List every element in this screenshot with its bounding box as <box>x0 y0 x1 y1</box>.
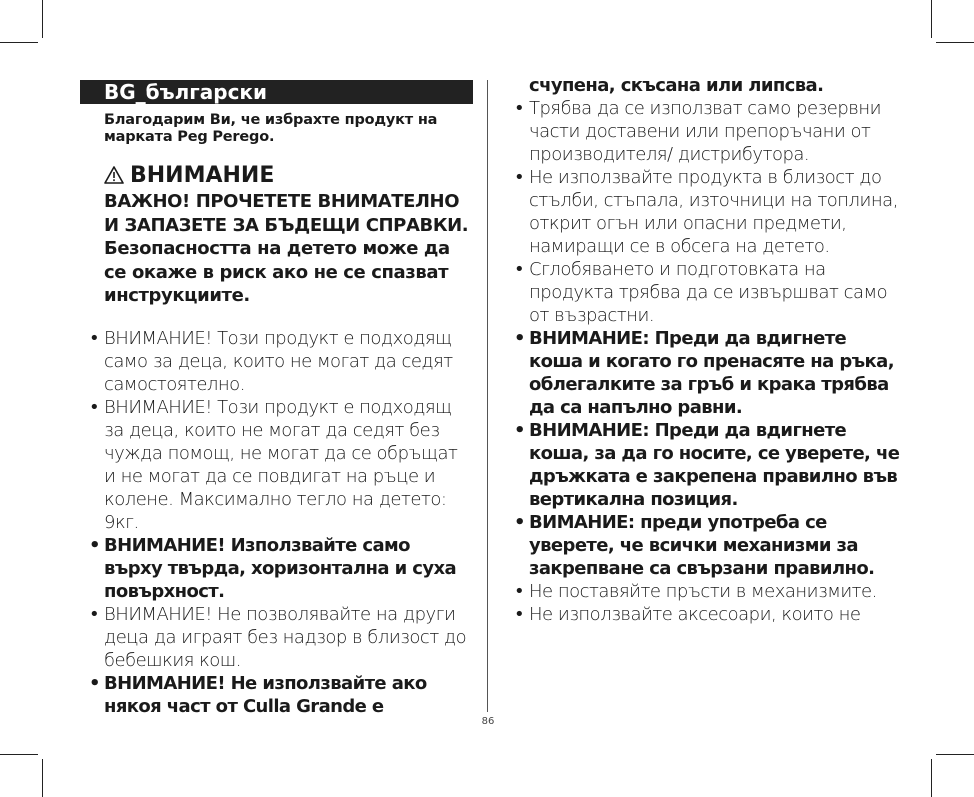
list-item: • ВНИМАНИЕ! Не използвайте ако някоя част от Culla Grande е <box>89 673 427 717</box>
crop-mark <box>42 0 43 38</box>
list-item: • ВИМАНИЕ: преди употреба се уверете, че всички механизми за закрепване са свързани правилно. <box>514 512 875 579</box>
bullet: • <box>514 420 525 441</box>
page-number: 86 <box>481 716 495 727</box>
crop-mark <box>931 0 932 38</box>
language-header <box>80 80 473 104</box>
crop-mark <box>0 42 38 43</box>
bullet: • <box>89 604 100 625</box>
list-item: • Сглобяването и подготовката на продукта трябва да се извършват само от възрастни. <box>514 259 888 326</box>
bullet: • <box>514 167 525 188</box>
left-warning-list <box>80 327 473 718</box>
warning-title: ВНИМАНИЕ <box>130 163 275 188</box>
list-item: • ВНИМАНИЕ! Този продукт е подходящ за деца, които не могат да седят без чужда помощ, не могат да се обръщат и не могат да се повдигат на ръце и колене. Максимално тегло на детето: 9кг. <box>89 397 458 533</box>
bullet: • <box>89 397 100 418</box>
bullet: • <box>89 328 100 349</box>
crop-mark <box>936 42 974 43</box>
list-item: • ВНИМАНИЕ! Този продукт е подходящ само за деца, които не могат да седят самостоятелно. <box>89 328 453 395</box>
column-divider <box>487 80 488 712</box>
list-item: • ВНИМАНИЕ: Преди да вдигнете коша, за да го носите, се уверете, че дръжката е закрепена правилно във вертикална позиция. <box>514 420 900 510</box>
crop-mark <box>42 759 43 797</box>
list-item: • ВНИМАНИЕ! Не позволявайте на други деца да играят без надзор в близост до бебешкия кош. <box>89 604 467 671</box>
bullet: • <box>514 98 525 119</box>
list-item: • ВНИМАНИЕ! Използвайте само върху твърда, хоризонтална и суха повърхност. <box>89 535 457 602</box>
crop-mark <box>0 754 38 755</box>
warning-triangle-icon <box>104 166 124 184</box>
language-title: BG_български <box>104 80 268 104</box>
bullet: • <box>514 604 525 625</box>
bullet: • <box>514 512 525 533</box>
list-item: • Не използвайте продукта в близост до стълби, стъпала, източници на топлина, открит огън или опасни предмети, намиращи се в обсега на детето. <box>514 167 898 257</box>
bullet: • <box>514 581 525 602</box>
bullet: • <box>514 328 525 349</box>
crop-mark <box>931 759 932 797</box>
bullet: • <box>89 673 100 694</box>
crop-mark <box>936 754 974 755</box>
right-warning-list <box>505 97 905 626</box>
thanks-text: Благодарим Ви, че избрахте продукт на марката Peg Perego. <box>104 112 438 145</box>
list-item: • ВНИМАНИЕ: Преди да вдигнете коша и когато го пренасяте на ръка, облегалките за гръб и крака трябва да са напълно равни. <box>514 328 894 418</box>
continued-text: счупена, скъсана или липсва. <box>529 75 824 96</box>
warning-heading <box>104 162 274 190</box>
list-item: • Не поставяйте пръсти в механизмите. <box>514 581 877 602</box>
bullet: • <box>514 259 525 280</box>
list-item: • Трябва да се използват само резервни части доставени или препоръчани от производителя/ дистрибутора. <box>514 98 881 165</box>
bullet: • <box>89 535 100 556</box>
list-item: • Не използвайте аксесоари, които не <box>514 604 861 625</box>
important-notice: ВАЖНО! ПРОЧЕТЕТЕ ВНИМАТЕЛНО И ЗАПАЗЕТЕ ЗА БЪДЕЩИ СПРАВКИ. Безопасността на детето може да се окаже в риск ако не се спазват инструкциите. <box>104 191 469 306</box>
